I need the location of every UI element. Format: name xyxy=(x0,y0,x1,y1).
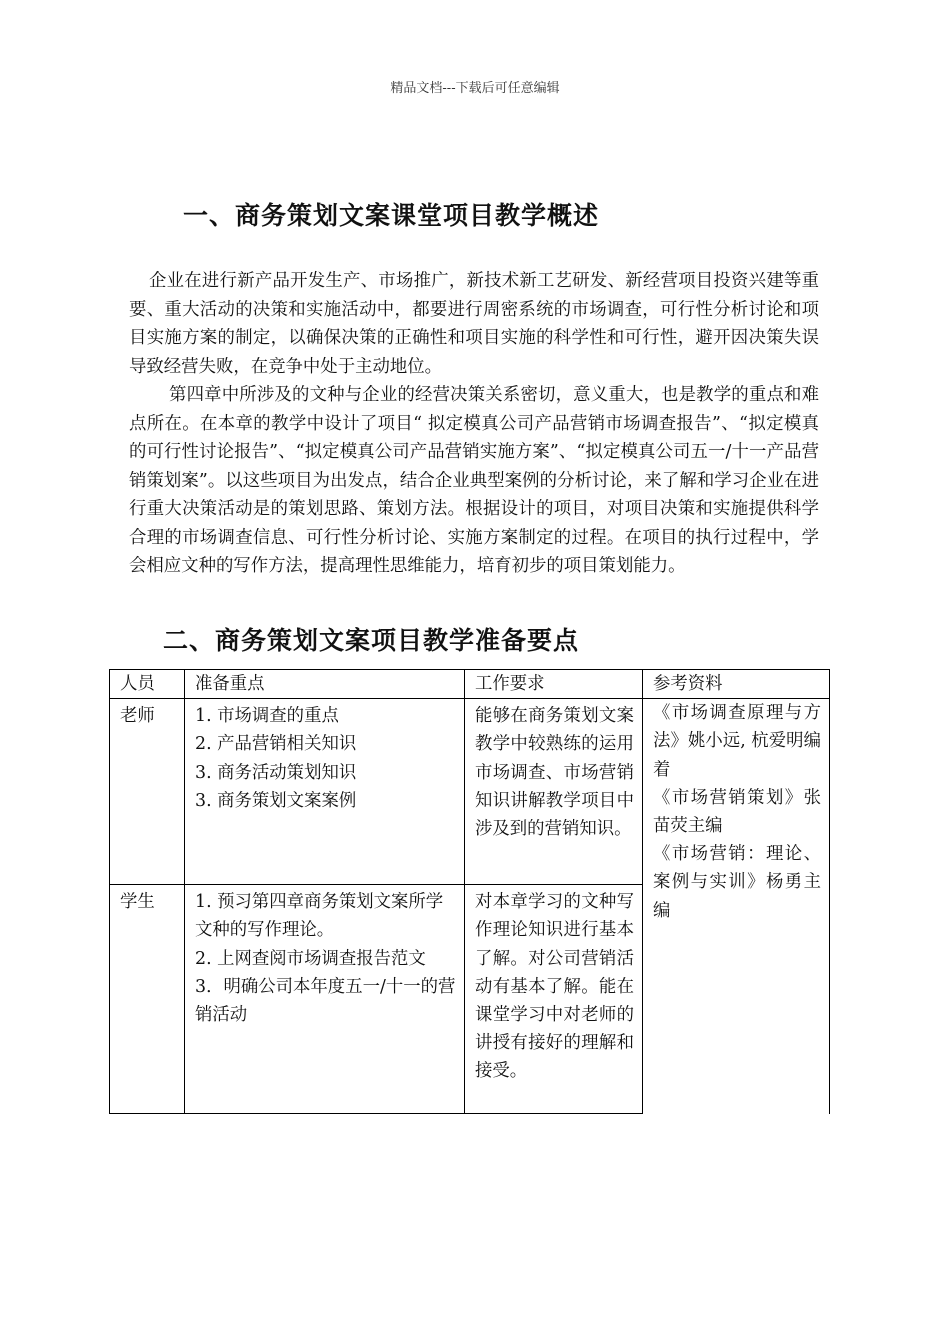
table-row-teacher xyxy=(110,699,830,885)
column-header-references: 参考资料 xyxy=(643,670,830,699)
requirement-cell-teacher: 能够在商务策划文案教学中较熟练的运用市场调查、市场营销知识讲解教学项目中涉及到的营销知识。 xyxy=(465,699,643,885)
focus-item: 1. 预习第四章商务策划文案所学文种的写作理论。 xyxy=(195,892,444,941)
table-header-row xyxy=(110,670,830,699)
reference-item: 《市场调查原理与方法》姚小远, 杭爱明编着 xyxy=(653,703,821,780)
section-heading-preparation: 二、商务策划文案项目教学准备要点 xyxy=(163,626,580,655)
references-cell xyxy=(643,699,830,1114)
section-heading-overview: 一、商务策划文案课堂项目教学概述 xyxy=(183,201,600,230)
column-header-requirement: 工作要求 xyxy=(465,670,643,699)
role-cell-student: 学生 xyxy=(110,885,185,1114)
focus-item: 2. 上网查阅市场调查报告范文 xyxy=(195,948,426,969)
focus-cell-student xyxy=(185,885,465,1114)
focus-item: 3. 商务策划文案案例 xyxy=(195,790,357,811)
column-header-role: 人员 xyxy=(110,670,185,699)
reference-item: 《市场营销策划》张苗荧主编 xyxy=(653,787,821,837)
reference-item: 《市场营销：理论、案例与实训》杨勇主编 xyxy=(653,844,821,921)
focus-item: 2. 产品营销相关知识 xyxy=(195,734,357,755)
focus-item: 1. 市场调查的重点 xyxy=(195,706,339,727)
paragraph-chapter-four: 第四章中所涉及的文种与企业的经营决策关系密切，意义重大，也是教学的重点和难点所在。在本章的教学中设计了项目“ 拟定模真公司产品营销市场调查报告”、“拟定模真的可行性讨论报告”、“拟定模真公司产品营销实施方案”、“拟定模真公司五一/十一产品营销策划案”。以这些项目为出发点，结合企业典型案例的分析讨论，来了解和学习企业在进行重大决策活动是的策划思路、策划方法。根据设计的项目，对项目决策和实施提供科学合理的市场调查信息、可行性分析讨论、实施方案制定的过程。在项目的执行过程中，学会相应文种的写作方法，提高理性思维能力，培育初步的项目策划能力。 xyxy=(129,385,819,576)
requirement-cell-student: 对本章学习的文种写作理论知识进行基本了解。对公司营销活动有基本了解。能在课堂学习中对老师的讲授有接好的理解和接受。 xyxy=(465,885,643,1114)
role-cell-teacher: 老师 xyxy=(110,699,185,885)
focus-item: 3．明确公司本年度五一/十一的营销活动 xyxy=(195,976,456,1026)
focus-item: 3. 商务活动策划知识 xyxy=(195,762,357,783)
preparation-table xyxy=(109,669,830,1114)
column-header-focus: 准备重点 xyxy=(185,670,465,699)
page-header-note: 精品文档---下载后可任意编辑 xyxy=(390,81,560,96)
paragraph-intro: 企业在进行新产品开发生产、市场推广，新技术新工艺研发、新经营项目投资兴建等重要、重大活动的决策和实施活动中，都要进行周密系统的市场调查，可行性分析讨论和项目实施方案的制定，以确保决策的正确性和项目实施的科学性和可行性，避开因决策失误导致经营失败，在竞争中处于主动地位。 xyxy=(129,271,819,377)
focus-cell-teacher xyxy=(185,699,465,885)
